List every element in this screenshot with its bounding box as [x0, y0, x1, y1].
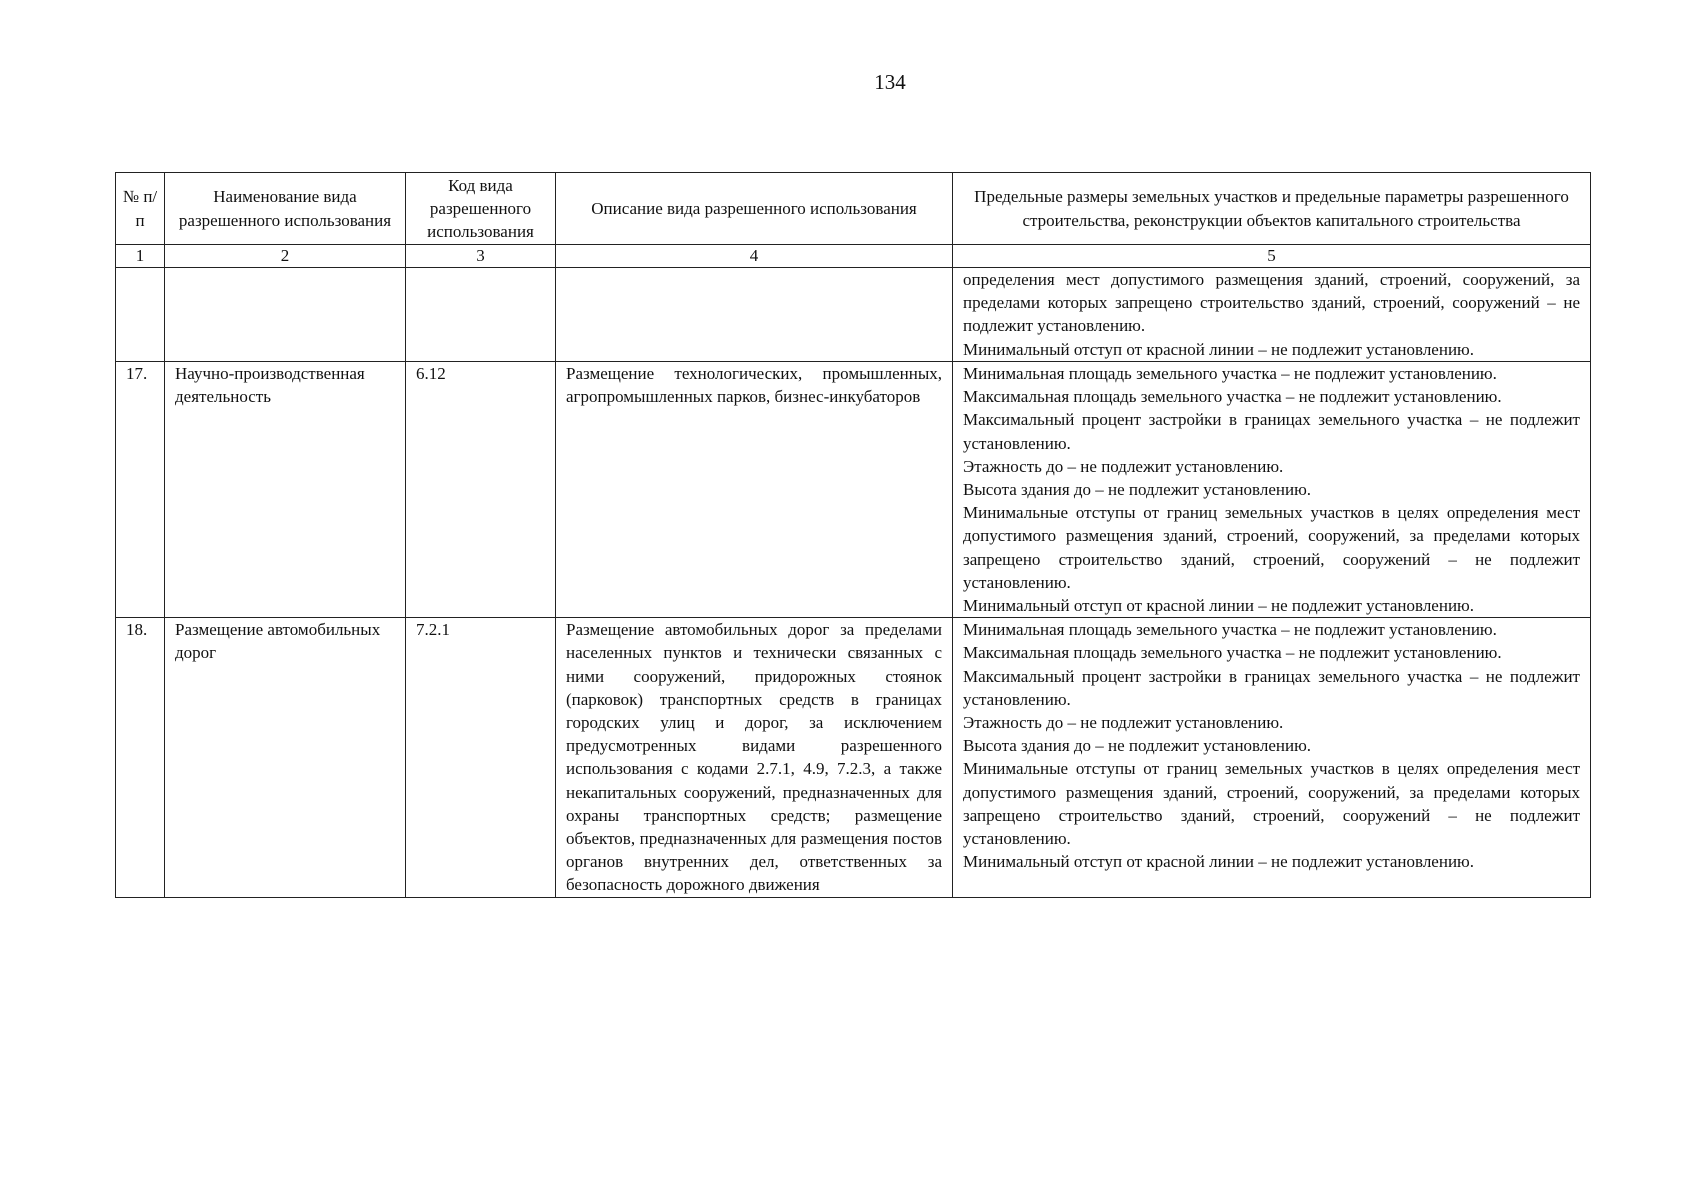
param-line: Минимальный отступ от красной линии – не подлежит установлению.	[963, 339, 1474, 359]
name-cell: Научно-производственная деятельность	[165, 362, 406, 618]
param-line: Минимальная площадь земельного участка – не подлежит установлению.	[963, 364, 1497, 383]
code-cell: 7.2.1	[406, 618, 556, 897]
params-cell	[953, 362, 1591, 618]
num-cell: 17.	[116, 362, 165, 618]
table-row	[116, 362, 1591, 618]
code-cell	[406, 268, 556, 362]
description-cell: Размещение технологических, промышленных, агропромышленных парков, бизнес-инкубаторов	[556, 362, 953, 618]
num-cell: 18.	[116, 618, 165, 897]
num-cell	[116, 268, 165, 362]
params-cell	[953, 268, 1591, 362]
param-line: Минимальный отступ от красной линии – не подлежит установлению.	[963, 852, 1474, 872]
column-number: 5	[953, 245, 1591, 268]
param-line: Высота здания до – не подлежит установлению.	[963, 736, 1312, 756]
param-line: Минимальный отступ от красной линии – не подлежит установлению.	[963, 596, 1474, 616]
description-cell: Размещение автомобильных дорог за пределами населенных пунктов и технически связанных с ними сооружений, придорожных стоянок (парковок) транспортных средств в границах городских улиц и дорог, за исключением предусмотренных видами разрешенного использования с кодами 2.7.1, 4.9, 7.2.3, а также некапитальных сооружений, предназначенных для охраны транспортных средств; размещение объектов, предназначенных для размещения постов органов внутренних дел, ответственных за безопасность дорожного движения	[556, 618, 953, 897]
header-cell: Код вида разрешенного использования	[406, 173, 556, 245]
column-number: 3	[406, 245, 556, 268]
permitted-use-table	[115, 172, 1591, 898]
column-number: 2	[165, 245, 406, 268]
param-line: Этажность до – не подлежит установлению.	[963, 713, 1284, 733]
header-cell: Наименование вида разрешенного использования	[165, 173, 406, 245]
table-row	[116, 268, 1591, 362]
table-row	[116, 618, 1591, 897]
param-line: Этажность до – не подлежит установлению.	[963, 456, 1284, 476]
page-number: 134	[874, 70, 906, 94]
name-cell: Размещение автомобильных дорог	[165, 618, 406, 897]
param-line: Высота здания до – не подлежит установлению.	[963, 480, 1312, 500]
header-cell: Описание вида разрешенного использования	[556, 173, 953, 245]
param-line: Минимальные отступы от границ земельных участков в целях определения мест допустимого размещения зданий, строений, сооружений, за пределами которых запрещено строительство зданий, строений, сооружений – не подлежит установлению.	[963, 759, 1580, 849]
param-line: определения мест допустимого размещения зданий, строений, сооружений, за пределами которых запрещено строительство зданий, строений, сооружений – не подлежит установлению.	[963, 270, 1580, 336]
param-line: Минимальные отступы от границ земельных участков в целях определения мест допустимого размещения зданий, строений, сооружений, за пределами которых запрещено строительство зданий, строений, сооружений – не подлежит установлению.	[963, 503, 1580, 592]
param-line: Максимальный процент застройки в границах земельного участка – не подлежит установлению.	[963, 666, 1580, 709]
params-cell	[953, 618, 1591, 897]
param-line: Максимальная площадь земельного участка – не подлежит установлению.	[963, 387, 1502, 407]
param-line: Минимальная площадь земельного участка – не подлежит установлению.	[963, 620, 1497, 640]
table-header-row	[116, 173, 1591, 245]
name-cell	[165, 268, 406, 362]
description-cell	[556, 268, 953, 362]
code-cell: 6.12	[406, 362, 556, 618]
param-line: Максимальный процент застройки в границах земельного участка – не подлежит установлению.	[963, 410, 1580, 453]
column-number: 1	[116, 245, 165, 268]
column-number-row	[116, 245, 1591, 268]
column-number: 4	[556, 245, 953, 268]
header-cell: Предельные размеры земельных участков и предельные параметры разрешенного строительства, реконструкции объектов капитального строительства	[953, 173, 1591, 245]
param-line: Максимальная площадь земельного участка – не подлежит установлению.	[963, 643, 1502, 663]
header-cell: № п/п	[116, 173, 165, 245]
